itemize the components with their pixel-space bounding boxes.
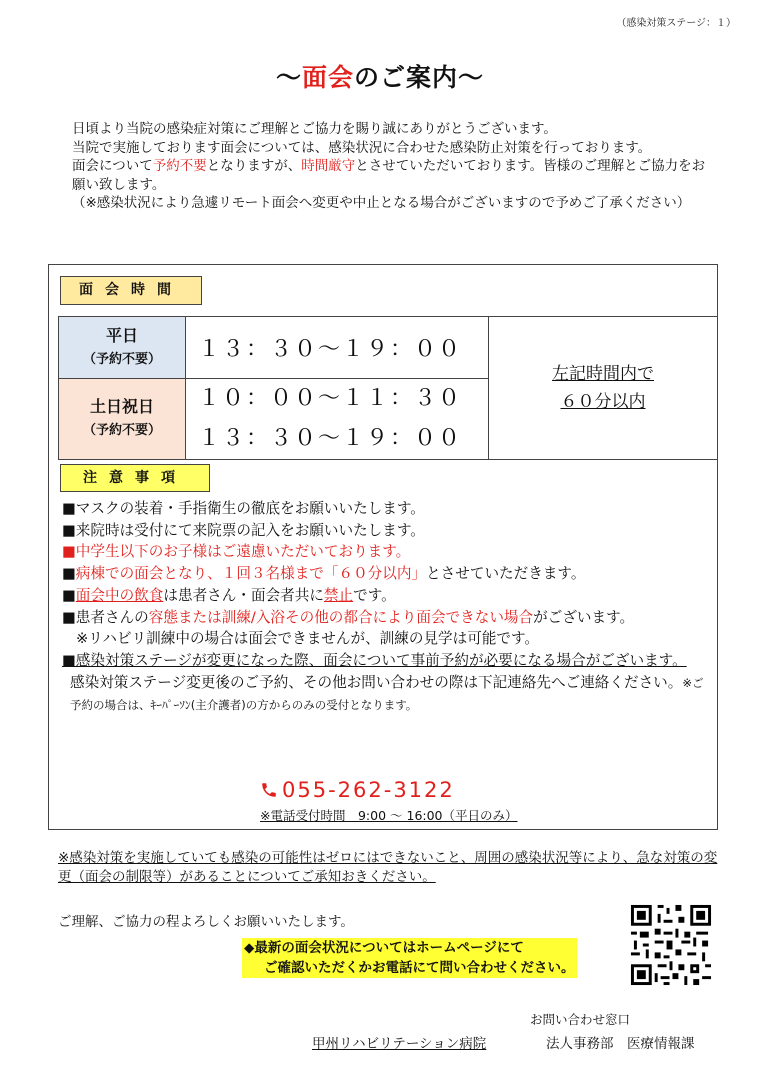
weekday-cell: 平日 （予約不要） [59,317,186,379]
note-item: ■患者さんの容態または訓練/入浴その他の都合により面会できない場合がございます。 [62,608,635,626]
notes-list [62,498,710,717]
hours-table [58,316,718,460]
phone-hours: ※電話受付時間 9:00 ～ 16:00（平日のみ） [260,808,518,823]
contact-window: お問い合わせ窓口 [530,1012,631,1027]
thanks-text: ご理解、ご協力の程よろしくお願いいたします。 [58,914,354,930]
weekend-time: １０：００～１１：３０ １３：３０～１９：００ [186,379,489,460]
page-title: ～面会のご案内～ [275,63,485,92]
note-item: ※リハビリ訓練中の場合は面会できませんが、訓練の見学は可能です。 [76,630,540,648]
hours-heading: 面会時間 [60,276,202,305]
disclaimer: ※感染対策を実施していても感染の可能性はゼロにはできないこと、周囲の感染状況等により、急な対策の変更（面会の制限等）があることについてご承知おきください。 [58,850,718,885]
weekday-time: １３：３０～１９：００ [186,317,489,379]
time-limit: 左記時間内で ６０分以内 [489,317,718,460]
note-item: ■病棟での面会となり、１回３名様まで「６０分以内」とさせていただきます。 [62,565,586,583]
hospital-name: 甲州リハビリテーション病院 [312,1036,487,1052]
weekend-cell: 土日祝日 （予約不要） [59,379,186,460]
stage-label: （感染対策ステージ：１） [616,18,736,29]
notes-heading: 注意事項 [60,464,210,492]
note-item: 感染対策ステージ変更後のご予約、その他お問い合わせの際は下記連絡先へご連絡ください。※ご予約の場合は、ｷｰﾊﾟｰｿﾝ(主介護者)の方からのみの受付となります。 [70,673,704,713]
department: 法人事務部 医療情報課 [546,1036,695,1052]
note-item: ■マスクの装着・手指衛生の徹底をお願いいたします。 [62,500,425,517]
phone-number[interactable]: 055-262-3122 [260,778,455,802]
note-item: ■来院時は受付にて来院票の記入をお願いいたします。 [62,521,425,539]
note-item: ■中学生以下のお子様はご遠慮いただいております。 [62,543,411,561]
phone-icon [260,781,278,799]
title-highlight: 面会 [301,63,354,92]
homepage-notice: ◆最新の面会状況についてはホームページにて ご確認いただくかお電話にて問い合わせください。 [244,940,575,976]
qr-code[interactable] [628,902,714,988]
intro-text: 日頃より当院の感染症対策にご理解とご協力を賜り誠にありがとうございます。 当院で実施しております面会については、感染状況に合わせた感染防止対策を行っております。 面会について予約不要となりますが、時間厳守とさせていただいております。皆様のご理解とご協力をお願い致します。 （※感染状況により急遽リモート面会へ変更や中止となる場合がございますので予めご了承ください） [72,121,706,212]
note-item: ■感染対策ステージが変更になった際、面会について事前予約が必要になる場合がございます。 [62,651,687,669]
note-item: ■面会中の飲食は患者さん・面会者共に禁止です。 [62,586,396,604]
